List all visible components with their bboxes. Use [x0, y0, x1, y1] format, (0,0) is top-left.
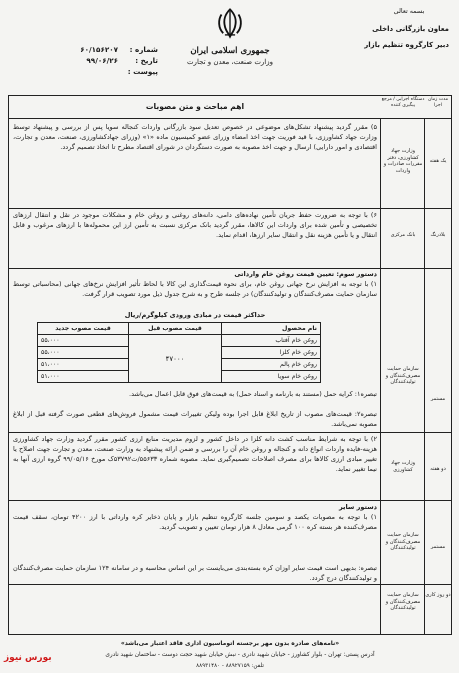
table-title: اهم مباحث و متن مصوبات	[145, 102, 245, 111]
brand-watermark: بورس نیوز	[4, 653, 52, 663]
row-divider	[9, 432, 451, 433]
price-col-new: قیمت مصوب جدید	[38, 323, 129, 335]
price-row	[38, 335, 321, 347]
row3-text: ۱) با توجه به افزایش نرخ جهانی روغن خام، برای نحوه قیمت‌گذاری این کالا با لحاظ تأثیر افزایش نرخ‌های جهانی (محاسباتی توسط سازمان حمایت مصرف‌کنندگان و تولیدکنندگان) در جلسه طرح و به شرح جدول ذیل مورد تصویب قرار گرفت.	[13, 280, 377, 299]
new-price: ۵۱،۰۰۰	[38, 359, 129, 371]
footer-address: آدرس پستی: تهران - بلوار کشاورز - خیابان شهید نادری - نبش خیابان شهید حجت دوست - ساختمان شهید نادری	[105, 652, 375, 658]
attachment-label: پیوست :	[127, 67, 158, 76]
row5-text: ۱) با توجه به مصوبات یکصد و سومین جلسه کارگروه تنظیم بازار و پایان ذخایر کره وارداتی با ارز ۴۲۰۰ تومان، سقف قیمت مصرف‌کننده هر بسته کره ۱۰۰ گرمی معادل ۸ هزار تومان تعیین و تصویب گردید.	[13, 513, 377, 532]
row5-heading: دستور سایر	[338, 503, 377, 511]
number-row	[8, 44, 158, 55]
resolutions-table	[8, 95, 452, 635]
row6-duration: دو روز کاری	[425, 592, 451, 598]
org-line-1: معاون بازرگانی داخلی	[372, 25, 449, 33]
row2-agency: بانک مرکزی	[390, 232, 416, 238]
date-value: ۹۹/۰۶/۲۶	[86, 56, 118, 65]
org-header	[299, 6, 449, 50]
row4-text: ۲) با توجه به شرایط مناسب کشت دانه کلزا در داخل کشور و لزوم مدیریت منابع ارزی کشور مقرر گردید وزارت جهاد کشاورزی هزینه-فایده واردات انواع دانه و کنجاله و روغن خام آن را بررسی و ضمن ارائه پیشنهاد به وزارت صنعت، معدن و تجارت جهت اصلاح یا تغییر مبادی ارزی کالاها برای مصرف اصلاحات تصمیم‌گیری نماید. مصوبه شماره ۵۵۶۳۳/ت۵۳۷۹۲ک مورخ ۹۹/۰۵/۱۶ گروه ارزی آنها به نیما تغییر نماید.	[13, 435, 377, 474]
row5-duration: مستمر	[430, 544, 446, 550]
row1-text: ۵) مقرر گردید پیشنهاد تشکل‌های موضوعی در خصوص تعدیل سود بازرگانی واردات کنجاله سویا پس از بررسی و پیشنهاد توسط وزارت جهاد کشاورزی، با قید فوریت جهت اخذ امضاء وزرای عضو کمیسیون ماده «۱» (وزرای جهادکشاورزی، صنعت، معدن و تجارت، اقتصادی و امور دارایی) ارسال و جهت اخذ مصوبه به صورت دستگردان در شورای اقتصاد مطرح تا اتخاذ تصمیم گردد.	[13, 123, 377, 152]
header-center	[160, 6, 300, 66]
row3-note2: تبصره۲: قیمت‌های مصوب از تاریخ ابلاغ قابل اجرا بوده ولیکن تغییرات قیمت مشمول فروش‌های قطعی صورت گرفته قبل از ابلاغ مصوبه نمی‌باشد.	[13, 410, 377, 429]
row3-agency: سازمان حمایت مصرف‌کنندگان و تولیدکنندگان	[385, 366, 421, 385]
row-divider	[9, 500, 451, 501]
row5-agency: سازمان حمایت مصرف‌کنندگان و تولیدکنندگان	[385, 532, 421, 551]
row4-agency: وزارت جهاد کشاورزی	[390, 460, 416, 473]
table-header	[9, 96, 451, 119]
row2-text: ۶) با توجه به ضرورت حفظ جریان تأمین نهاده‌های دامی، دانه‌های روغنی و روغن خام و مشکلات موجود در نقل و انتقال ارزهای تخصیصی و تأمین شده برای واردات این کالاها، مقرر گردید بانک مرکزی نسبت به تأمین ارز این محموله‌ها با ارزهای مرغوب و قابل انتقال و یا تأمین هزینه نقل و انتقال سایر ارزها، اقدام نماید.	[13, 211, 377, 240]
prev-price: ۴۷۰۰۰	[129, 335, 222, 383]
footer-note: «نامه‌های صادره بدون مهر برجسته اتوماسیون اداری فاقد اعتبار می‌باشد»	[120, 640, 340, 647]
price-table-caption: حداکثر قیمت در مبادی ورودی کیلوگرم/ریال	[124, 311, 266, 319]
date-label: تاریخ :	[135, 56, 158, 65]
product-name: روغن خام پالم	[222, 359, 321, 371]
row-divider	[9, 208, 451, 209]
header-agency: دستگاه اجرایی / مرجع پیگیری کننده	[381, 97, 425, 108]
price-col-prev: قیمت مصوب قبل	[129, 323, 222, 335]
new-price: ۵۵،۰۰۰	[38, 335, 129, 347]
row1-agency: وزارت جهاد کشاورزی، دفتر مقررات صادرات و واردات	[383, 148, 423, 174]
row3-duration: مستمر	[430, 396, 446, 402]
new-price: ۵۵،۰۰۰	[38, 347, 129, 359]
iran-emblem-icon	[213, 6, 247, 40]
number-value: ۶۰/۱۵۶۲۰۷	[80, 45, 118, 54]
new-price: ۵۱،۰۰۰	[38, 371, 129, 383]
row4-duration: دو هفته	[430, 466, 446, 472]
column-duration	[424, 96, 451, 634]
row5-note: تبصره: بدیهی است قیمت سایر اوزان کره بسته‌بندی می‌بایست بر این اساس محاسبه و در سامانه ۱۲۴ سازمان حمایت مصرف‌کنندگان و تولیدکنندگان درج گردد.	[13, 564, 378, 583]
document-meta	[8, 44, 158, 77]
org-line-2: دبیر کارگروه تنظیم بازار	[364, 41, 449, 49]
date-row	[8, 55, 158, 66]
row6-agency: سازمان حمایت مصرف‌کنندگان و تولیدکنندگان	[385, 592, 421, 611]
price-col-product: نام محصول	[222, 323, 321, 335]
price-table-header-row	[38, 323, 321, 335]
row1-duration: یک هفته	[429, 158, 447, 164]
footer-phone: تلفن: ۸۸۹۲۷۱۵۹ - ۸۸۹۳۱۴۸۰	[196, 663, 264, 669]
attachment-row	[8, 66, 158, 77]
row3-heading: دستور سوم: تعیین قیمت روغن خام وارداتی	[234, 270, 377, 278]
header-duration: مدت زمان اجرا	[427, 97, 449, 108]
number-label: شماره :	[129, 45, 158, 54]
row-divider	[9, 584, 451, 585]
country-name: جمهوری اسلامی ایران	[190, 46, 270, 56]
bismillah-text: بسمه تعالی	[393, 7, 425, 15]
price-table	[37, 322, 321, 383]
product-name: روغن خام سویا	[222, 371, 321, 383]
row2-duration: بلادرنگ	[430, 232, 446, 238]
row3-note1: تبصره۱: کرایه حمل (مستند به بارنامه و اسناد حمل) به قیمت‌های فوق قابل اعمال می‌باشد.	[129, 390, 377, 398]
column-agency	[380, 96, 425, 634]
product-name: روغن خام آفتاب	[222, 335, 321, 347]
product-name: روغن خام کلزا	[222, 347, 321, 359]
ministry-name: وزارت صنعت، معدن و تجارت	[186, 58, 274, 66]
